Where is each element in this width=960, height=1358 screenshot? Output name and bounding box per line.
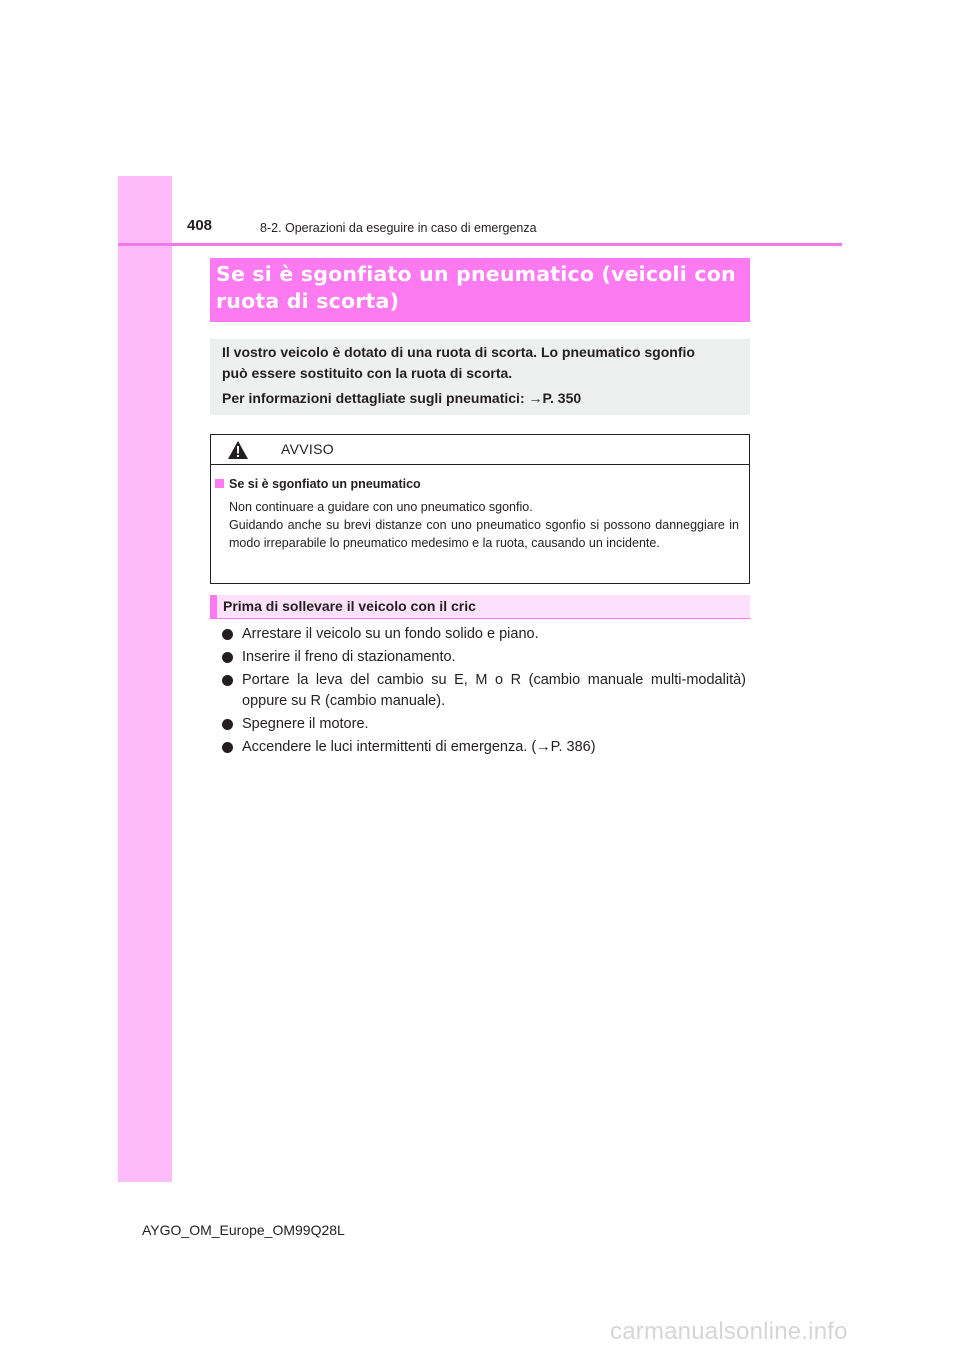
warning-subtitle: Se si è sgonfiato un pneumatico	[229, 477, 421, 491]
section-label: 8-2. Operazioni da eseguire in caso di emergenza	[260, 221, 537, 235]
intro-line-1: Il vostro veicolo è dotato di una ruota di scorta. Lo pneumatico sgonfio	[222, 344, 695, 360]
intro-line-3: Per informazioni dettagliate sugli pneumatici: →P. 350	[222, 390, 582, 406]
list-item: Arrestare il veicolo su un fondo solido e piano.	[222, 624, 746, 645]
intro-box	[210, 339, 750, 415]
bullet-icon	[222, 719, 233, 730]
page-title-line2: ruota di scorta)	[216, 289, 400, 313]
list-item: Inserire il freno di stazionamento.	[222, 647, 746, 668]
watermark: carmanualsonline.info	[610, 1318, 848, 1345]
subheading-box	[210, 595, 750, 619]
list-item: Spegnere il motore.	[222, 714, 746, 735]
header-rule	[118, 243, 842, 246]
bullet-icon	[222, 652, 233, 663]
page-title	[216, 261, 736, 315]
warning-box	[210, 434, 750, 584]
steps-list	[222, 624, 746, 760]
warning-title: AVVISO	[281, 441, 334, 457]
side-color-band	[118, 176, 172, 1182]
subheading-accent-bar	[210, 595, 217, 619]
page-title-line1: Se si è sgonfiato un pneumatico (veicoli con	[216, 262, 736, 286]
warning-body	[229, 498, 739, 552]
square-bullet-icon	[215, 479, 224, 488]
bullet-icon	[222, 629, 233, 640]
footer-doc-code: AYGO_OM_Europe_OM99Q28L	[142, 1222, 345, 1238]
subheading: Prima di sollevare il veicolo con il cric	[223, 598, 476, 614]
warning-body-line1: Non continuare a guidare con uno pneumatico sgonfio.	[229, 500, 533, 514]
list-item: Portare la leva del cambio su E, M o R (cambio manuale multi-modalità) oppure su R (cambio manuale).	[222, 670, 746, 712]
list-item: Accendere le luci intermittenti di emergenza. (→P. 386)	[222, 737, 746, 758]
bullet-icon	[222, 675, 233, 686]
intro-line-2: può essere sostituito con la ruota di scorta.	[222, 365, 513, 381]
warning-triangle-icon	[227, 440, 249, 460]
warning-subtitle-row	[215, 477, 421, 491]
warning-body-line2: Guidando anche su brevi distanze con uno pneumatico sgonfio si possono danneggiare in modo irreparabile lo pneumatico medesimo e la ruota, causando un incidente.	[229, 518, 739, 550]
warning-header	[211, 435, 749, 465]
page-number: 408	[187, 217, 213, 234]
page-title-box	[210, 258, 750, 322]
bullet-icon	[222, 742, 233, 753]
